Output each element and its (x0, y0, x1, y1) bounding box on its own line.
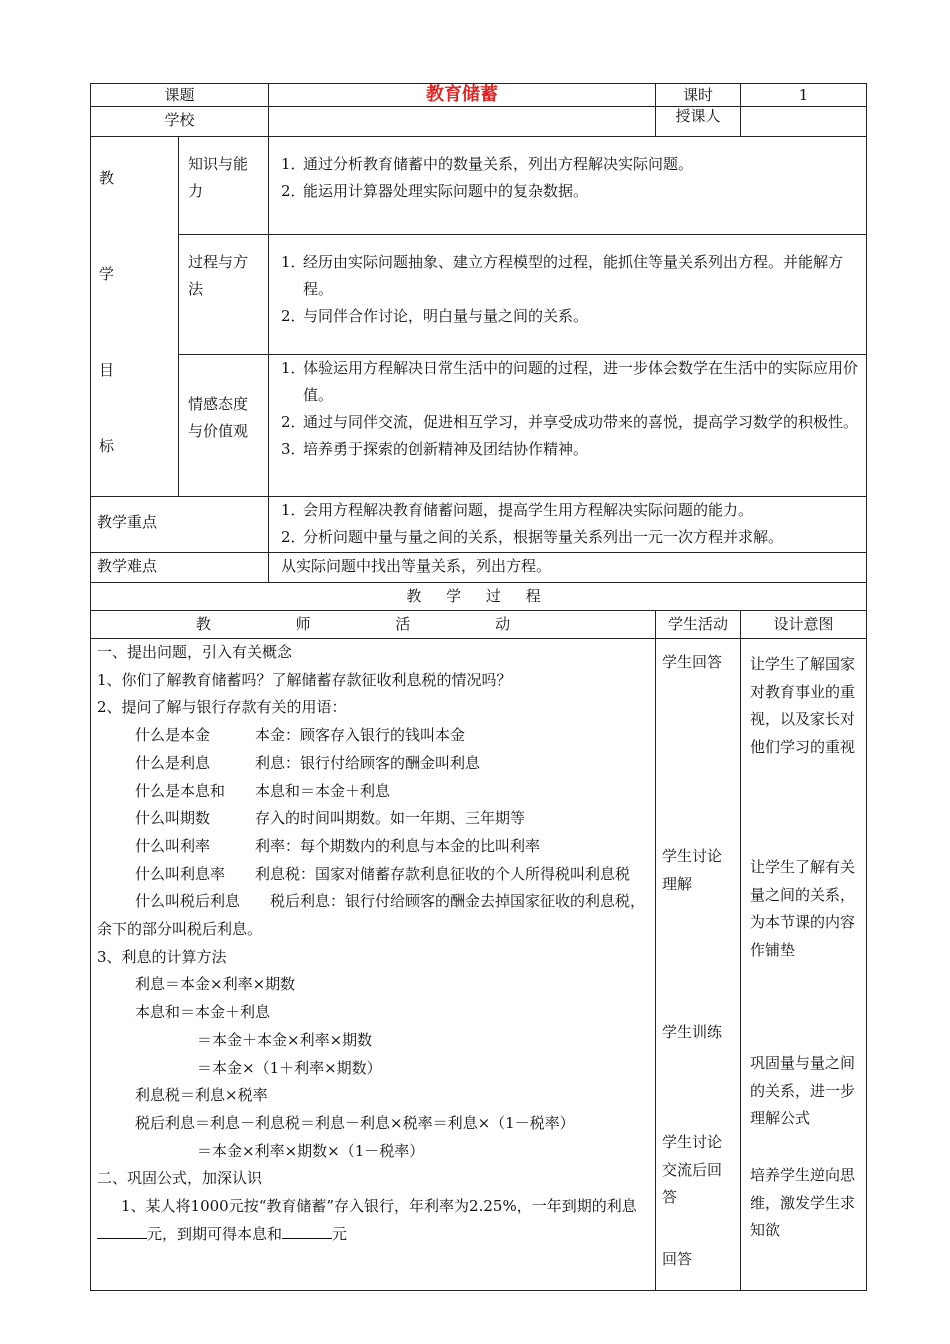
objective-item: 2． 与同伴合作讨论，明白量与量之间的关系。 (281, 307, 589, 325)
key-point-item: 1． 会用方程解决教育储蓄问题，提高学生用方程解决实际问题的能力。 (281, 501, 754, 519)
exercise-question: 1、某人将1000元按“教育储蓄”存入银行，年利率为2.25%，一年到期的利息元，到期可得本息和 元 (97, 1193, 647, 1248)
lesson-plan-table (90, 83, 867, 1291)
answer-blank (97, 1224, 147, 1239)
term-definition: 什么叫利息率 利息税：国家对储蓄存款利息征收的个人所得税叫利息税 (135, 864, 631, 883)
design-intent-header: 设计意图 (741, 611, 867, 639)
key-points-label: 教学重点 (91, 497, 269, 553)
objectives-char: 学 (99, 265, 115, 283)
teacher-value (741, 107, 867, 137)
objective-item: 1． 经历由实际问题抽象、建立方程模型的过程，能抓住等量关系列出方程。并能解方程。 (281, 253, 844, 298)
design-intent-item: 让学生了解有关量之间的关系，为本节课的内容作铺垫 (750, 858, 856, 960)
objectives-section-label (91, 137, 179, 497)
student-activity-item: 学生回答 (662, 653, 723, 671)
design-intent-item: 让学生了解国家对教育事业的重视，以及家长对他们学习的重视 (750, 655, 856, 757)
difficulty-label: 教学难点 (91, 553, 269, 583)
objective-group-label: 情感态度与价值观 (179, 355, 269, 497)
section-heading: 3、利息的计算方法 (97, 947, 227, 966)
objective-item: 2． 通过与同伴交流，促进相互学习，并享受成功带来的喜悦，提高学习数学的积极性。 (281, 413, 859, 431)
objective-item: 3． 培养勇于探索的创新精神及团结协作精神。 (281, 440, 589, 458)
lesson-title: 教育储蓄 (269, 84, 656, 107)
term-definition: 什么叫税后利息 税后利息：银行付给顾客的酬金去掉国家征收的利息税，余下的部分叫税后利息。 (97, 892, 646, 939)
objectives-char: 教 (99, 169, 115, 187)
objective-item: 2． 能运用计算器处理实际问题中的复杂数据。 (281, 182, 589, 200)
student-activity-item: 学生讨论交流后回答 (662, 1133, 723, 1207)
term-definition: 什么是本息和 本息和＝本金＋利息 (135, 781, 391, 800)
objectives-char: 标 (99, 437, 115, 455)
term-definition: 什么是本金 本金：顾客存入银行的钱叫本金 (135, 726, 466, 745)
design-intent-item: 培养学生逆向思维，激发学生求知欲 (750, 1166, 856, 1240)
activity-line: 1、你们了解教育储蓄吗？了解储蓄存款征收利息税的情况吗？ (97, 670, 512, 689)
objective-item: 1． 通过分析教育储蓄中的数量关系，列出方程解决实际问题。 (281, 155, 694, 173)
school-value (269, 107, 656, 137)
formula: 本息和＝本金＋利息 (135, 1003, 271, 1022)
objective-group-process (269, 235, 867, 355)
objective-group-label: 知识与能力 (179, 137, 269, 235)
design-intent-item: 巩固量与量之间的关系，进一步理解公式 (750, 1054, 856, 1128)
teacher-activity-header: 教 师 活 动 (91, 611, 656, 639)
lesson-plan (90, 83, 866, 1291)
term-definition: 什么叫利率 利率：每个期数内的利息与本金的比叫利率 (135, 836, 541, 855)
teacher-activity (91, 639, 656, 1291)
section-heading: 二、巩固公式，加深认识 (97, 1169, 263, 1188)
term-definition: 什么是利息 利息：银行付给顾客的酬金叫利息 (135, 753, 481, 772)
process-title: 教 学 过 程 (91, 583, 867, 611)
formula: 利息＝本金×利率×期数 (135, 975, 296, 994)
objective-group-label: 过程与方法 (179, 235, 269, 355)
formula: ＝本金＋本金×利率×期数 (197, 1030, 373, 1049)
objectives-char: 目 (99, 361, 115, 379)
formula: ＝本金×（1＋利率×期数） (197, 1058, 382, 1077)
answer-blank (282, 1224, 332, 1239)
key-point-item: 2． 分析问题中量与量之间的关系，根据等量关系列出一元一次方程并求解。 (281, 528, 784, 546)
difficulty-text: 从实际问题中找出等量关系，列出方程。 (269, 553, 867, 583)
student-activity-header: 学生活动 (656, 611, 741, 639)
student-activity (656, 639, 741, 1291)
teacher-label: 授课人 (656, 107, 741, 137)
student-activity-item: 学生讨论理解 (662, 847, 723, 893)
key-points (269, 497, 867, 553)
hours-value: 1 (741, 84, 867, 107)
design-intent (741, 639, 867, 1291)
activity-line: 2、提问了解与银行存款有关的用语： (97, 698, 347, 717)
student-activity-item: 学生训练 (662, 1023, 723, 1041)
objective-group-attitude (269, 355, 867, 497)
objective-item: 1． 体验运用方程解决日常生活中的问题的过程，进一步体会数学在生活中的实际应用价值。 (281, 359, 859, 404)
school-label: 学校 (91, 107, 269, 137)
hours-label: 课时 (656, 84, 741, 107)
formula: 利息税＝利息×税率 (135, 1086, 268, 1105)
formula: 税后利息＝利息－利息税＝利息－利息×税率＝利息×（1－税率） (135, 1113, 575, 1132)
student-activity-item: 回答 (662, 1250, 693, 1268)
objective-group-knowledge (269, 137, 867, 235)
section-heading: 一、提出问题，引入有关概念 (97, 643, 293, 661)
formula: ＝本金×利率×期数×（1－税率） (197, 1141, 425, 1160)
term-definition: 什么叫期数 存入的时间叫期数。如一年期、三年期等 (135, 809, 526, 828)
topic-label: 课题 (91, 84, 269, 107)
